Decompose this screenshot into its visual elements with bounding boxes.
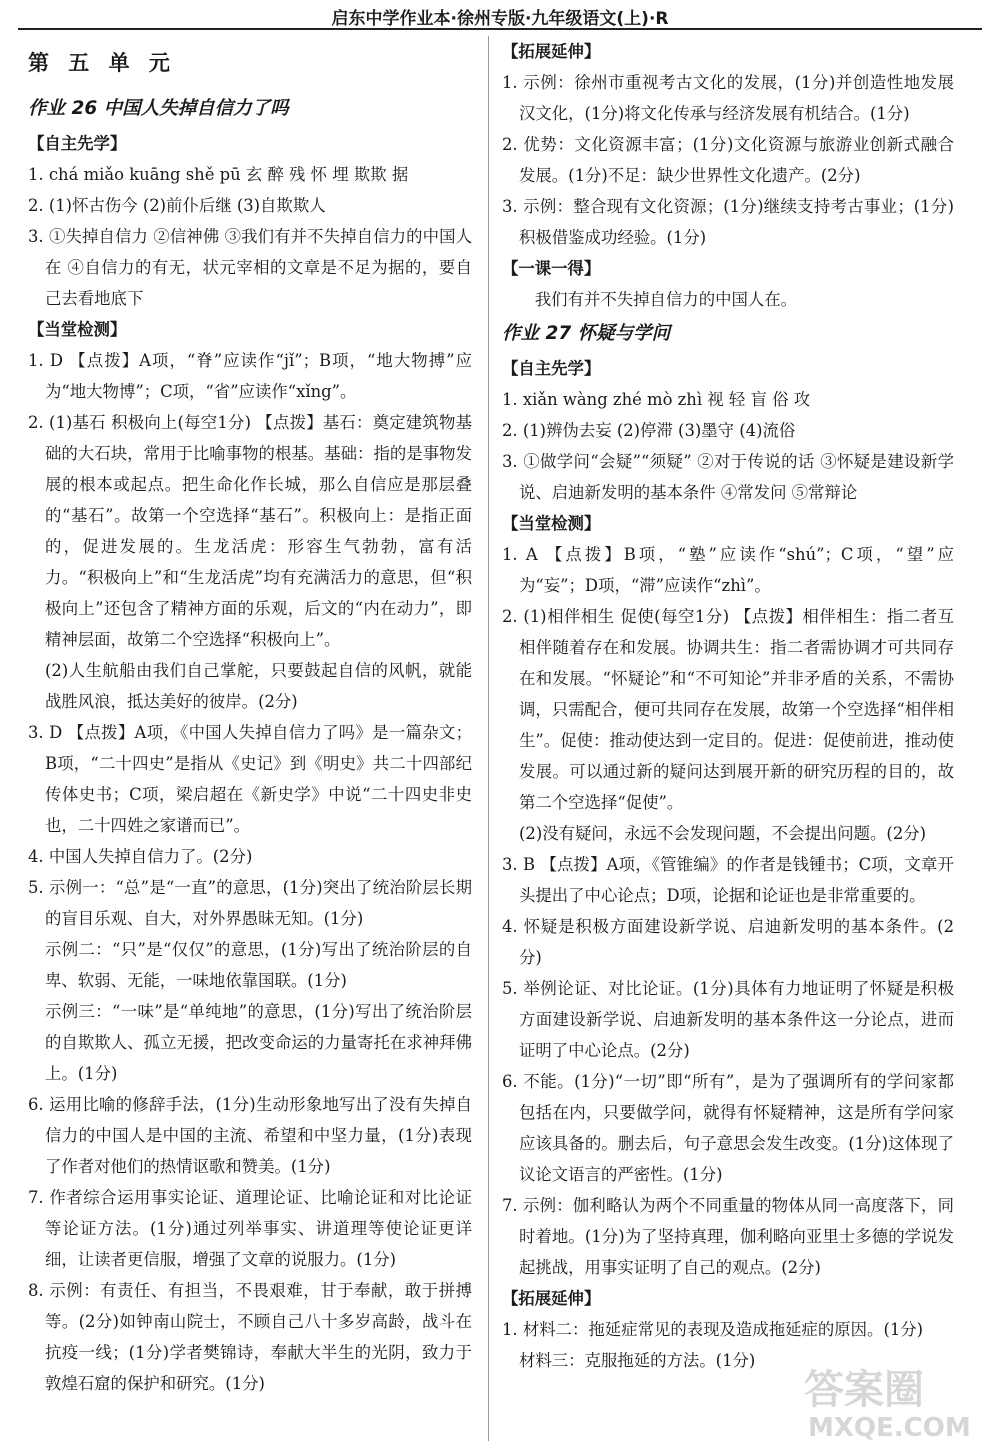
homework-26-title: 作业 26 中国人失掉自信力了吗: [28, 98, 289, 119]
column-divider: [488, 36, 489, 1441]
right-column: [502, 36, 954, 1376]
dangtang-item-5-example-2: 示例二：“只”是“仅仅”的意思，(1分)写出了统治阶层的自卑、软弱、无能，一味地依靠国联。(1分): [45, 940, 472, 990]
homework-27-title: 作业 27 怀疑与学问: [502, 323, 671, 344]
dangtang27-item-1: 1. A 【点拨】B项，“塾”应读作“shú”；C项，“望”应为“妄”；D项，“滞”应读作“zhì”。: [502, 545, 954, 595]
zizhu-item-2: 2. (1)怀古伤今 (2)前仆后继 (3)自欺欺人: [28, 196, 326, 215]
dangtang-item-7: 7. 作者综合运用事实论证、道理论证、比喻论证和对比论证等论证方法。(1分)通过列举事实、讲道理等使论证更详细，让读者更信服，增强了文章的说服力。(1分): [28, 1188, 472, 1269]
dangtang27-item-3: 3. B 【点拨】A项，《管锥编》的作者是钱锺书；C项，文章开头提出了中心论点；D项，论据和论证也是非常重要的。: [502, 855, 954, 905]
dangtang27-item-2: 2. (1)相伴相生 促使(每空1分) 【点拨】相伴相生：指二者互相伴随着存在和发展。协调共生：指二者需协调才可共同存在和发展。“怀疑论”和“不可知论”并非矛盾的关系，不需协调，只需配合，便可共同存在发展，故第一个空选择“相伴相生”。促使：推动使达到一定目的。促进：促使前进，推动使发展。可以通过新的疑问达到展开新的研究历程的目的，故第二个空选择“促使”。: [502, 607, 954, 812]
dangtang-item-5: 5. 示例一：“总”是“一直”的意思，(1分)突出了统治阶层长期的盲目乐观、自大，对外界愚昧无知。(1分): [28, 878, 472, 928]
header-rule: [18, 28, 982, 30]
zizhu27-item-2: 2. (1)辨伪去妄 (2)停滞 (3)墨守 (4)流俗: [502, 421, 796, 440]
dangtang-item-4: 4. 中国人失掉自信力了。(2分): [28, 847, 253, 866]
page-header: [0, 0, 1000, 28]
dangtang-item-2: 2. (1)基石 积极向上(每空1分) 【点拨】基石：奠定建筑物基础的大石块，常用于比喻事物的根基。基础：指的是事物发展的根本或起点。把生命化作长城，那么自信应是那层叠的“基石”。故第一个空选择“基石”。积极向上：是指正面的，促进发展的。生龙活虎：形容生气勃勃，富有活力。“积极向上”和“生龙活虎”均有充满活力的意思，但“积极向上”还包含了精神方面的乐观，后文的“内在动力”，即精神层面，故第二个空选择“积极向上”。: [28, 413, 472, 649]
dangtang-item-5-example-3: 示例三：“一味”是“单纯地”的意思，(1分)写出了统治阶层的自欺欺人、孤立无援，把改变命运的力量寄托在求神拜佛上。(1分): [45, 1002, 472, 1083]
watermark-logo: [794, 1358, 994, 1443]
zizhu27-item-3: 3. ①做学问“会疑”“须疑” ②对于传说的话 ③怀疑是建设新学说、启迪新发明的基本条件 ④常发问 ⑤常辩论: [502, 452, 954, 502]
tuozhan27-item-1-sub: 材料三：克服拖延的方法。(1分): [519, 1351, 756, 1370]
zizhu-item-3: 3. ①失掉自信力 ②信神佛 ③我们有并不失掉自信力的中国人在 ④自信力的有无，状元宰相的文章是不足为据的，要自己去看地底下: [28, 227, 472, 308]
dangtang27-item-7: 7. 示例：伽利略认为两个不同重量的物体从同一高度落下，同时着地。(1分)为了坚持真理，伽利略向亚里士多德的学说发起挑战，用事实证明了自己的观点。(2分): [502, 1196, 954, 1277]
dangtang27-item-6: 6. 不能。(1分)“一切”即“所有”，是为了强调所有的学问家都包括在内，只要做学问，就得有怀疑精神，这是所有学问家应该具备的。删去后，句子意思会发生改变。(1分)这体现了议论文语言的严密性。(1分): [502, 1072, 954, 1184]
dangtang-item-2-sub: (2)人生航船由我们自己掌舵，只要鼓起自信的风帆，就能战胜风浪，抵达美好的彼岸。(2分): [45, 661, 472, 711]
dangtang-item-3: 3. D 【点拨】A项，《中国人失掉自信力了吗》是一篇杂文；B项，“二十四史”是指从《史记》到《明史》共二十四部纪传体史书；C项，梁启超在《新史学》中说“二十四史非史也，二十四姓之家谱而已”。: [28, 723, 472, 835]
dangtang-item-1: 1. D 【点拨】A项，“脊”应读作“jǐ”；B项，“地大物搏”应为“地大物博”；C项，“省”应读作“xǐng”。: [28, 351, 472, 401]
section-tuozhan-heading-27: 【拓展延伸】: [502, 1289, 601, 1308]
zizhu27-item-1: 1. xiǎn wàng zhé mò zhì 视 轻 盲 俗 攻: [502, 390, 811, 409]
tuozhan-item-1: 1. 示例：徐州市重视考古文化的发展，(1分)并创造性地发展汉文化，(1分)将文化传承与经济发展有机结合。(1分): [502, 73, 954, 123]
dangtang-item-6: 6. 运用比喻的修辞手法，(1分)生动形象地写出了没有失掉自信力的中国人是中国的主流、希望和中坚力量，(1分)表现了作者对他们的热情讴歌和赞美。(1分): [28, 1095, 472, 1176]
section-dangtang-heading: 【当堂检测】: [28, 320, 127, 339]
zizhu-item-1: 1. chá miǎo kuāng shě pū 玄 醉 残 怀 埋 欺欺 据: [28, 165, 409, 184]
watermark-line-2: MXQE.COM: [808, 1413, 971, 1443]
tuozhan-item-2: 2. 优势：文化资源丰富；(1分)文化资源与旅游业创新式融合发展。(1分)不足：缺少世界性文化遗产。(2分): [502, 135, 954, 185]
dangtang27-item-2-sub: (2)没有疑问，永远不会发现问题，不会提出问题。(2分): [519, 824, 927, 843]
yike-text: 我们有并不失掉自信力的中国人在。: [534, 290, 798, 309]
header-title: 启东中学作业本·徐州专版·九年级语文(上)·R: [331, 9, 669, 29]
left-column: [28, 36, 472, 1399]
section-tuozhan-heading: 【拓展延伸】: [502, 42, 601, 61]
unit-title: 第 五 单 元: [28, 51, 176, 75]
dangtang27-item-4: 4. 怀疑是积极方面建设新学说、启迪新发明的基本条件。(2分): [502, 917, 954, 967]
section-zizhu-heading-27: 【自主先学】: [502, 359, 601, 378]
dangtang27-item-5: 5. 举例论证、对比论证。(1分)具体有力地证明了怀疑是积极方面建设新学说、启迪新发明的基本条件这一分论点，进而证明了中心论点。(2分): [502, 979, 954, 1060]
dangtang-item-8: 8. 示例：有责任、有担当，不畏艰难，甘于奉献，敢于拼搏等。(2分)如钟南山院士，不顾自己八十多岁高龄，战斗在抗疫一线；(1分)学者樊锦诗，奉献大半生的光阴，致力于敦煌石窟的保护和研究。(1分): [28, 1281, 472, 1393]
section-yike-heading: 【一课一得】: [502, 259, 601, 278]
watermark-line-1: 答案圈: [804, 1367, 924, 1413]
tuozhan27-item-1: 1. 材料二：拖延症常见的表现及造成拖延症的原因。(1分): [502, 1320, 924, 1339]
section-zizhu-heading: 【自主先学】: [28, 134, 127, 153]
tuozhan-item-3: 3. 示例：整合现有文化资源；(1分)继续支持考古事业；(1分)积极借鉴成功经验。(1分): [502, 197, 954, 247]
section-dangtang-heading-27: 【当堂检测】: [502, 514, 601, 533]
